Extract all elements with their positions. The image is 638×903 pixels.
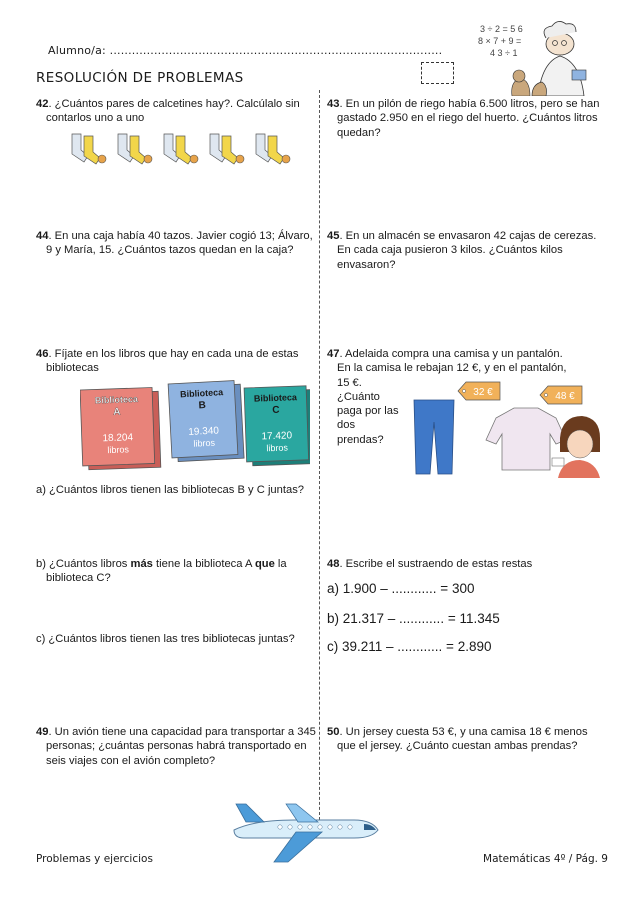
library-a-word: Biblioteca bbox=[94, 393, 139, 406]
problem-43: 43. En un pilón de riego había 6.500 litros, pero se han gastado 2.950 en el riego del huerto. ¿Cuántos litros quedan? bbox=[327, 98, 600, 139]
library-c-unit: libros bbox=[266, 442, 289, 454]
library-a-unit: libros bbox=[107, 444, 130, 456]
library-c-word: Biblioteca bbox=[253, 392, 298, 404]
library-b-letter: B bbox=[198, 400, 207, 412]
svg-text:3 ÷ 2 = 5 6: 3 ÷ 2 = 5 6 bbox=[480, 24, 523, 34]
problem-47: 47. Adelaida compra una camisa y un pantalón. En la camisa le rebajan 12 €, y en el pantalón, 15 €. ¿Cuánto paga por las dos prendas? bbox=[327, 348, 567, 446]
library-c-count: 17.420 bbox=[261, 430, 293, 443]
library-a-letter: A bbox=[113, 406, 121, 418]
libraries-illustration bbox=[80, 380, 310, 472]
library-b-unit: libros bbox=[193, 437, 216, 449]
problem-42: 42. ¿Cuántos pares de calcetines hay?. Calcúlalo sin contarlos uno a uno bbox=[36, 98, 300, 125]
problem-50: 50. Un jersey cuesta 53 €, y una camisa 18 € menos que el jersey. ¿Cuánto cuestan ambas prendas? bbox=[327, 726, 588, 753]
svg-text:4 3 ÷ 1: 4 3 ÷ 1 bbox=[490, 48, 518, 58]
subtraction-a: a) 1.900 – ............ = 300 bbox=[327, 581, 475, 596]
grade-box[interactable] bbox=[421, 62, 454, 84]
library-b-word: Biblioteca bbox=[179, 387, 224, 400]
problem-46c: c) ¿Cuántos libros tienen las tres bibliotecas juntas? bbox=[36, 633, 295, 645]
library-a-count: 18.204 bbox=[102, 432, 134, 445]
problem-46b: b) ¿Cuántos libros más tiene la biblioteca A que la biblioteca C? bbox=[36, 558, 287, 585]
shirt-price: 48 € bbox=[555, 391, 575, 402]
subtraction-b: b) 21.317 – ............ = 11.345 bbox=[327, 611, 500, 626]
problem-48: 48. Escribe el sustraendo de estas restas bbox=[327, 558, 533, 570]
teacher-illustration bbox=[468, 18, 600, 96]
subtraction-c: c) 39.211 – ............ = 2.890 bbox=[327, 639, 492, 654]
problem-45: 45. En un almacén se envasaron 42 cajas de cerezas. En cada caja pusieron 3 kilos. ¿Cuántos kilos envasaron? bbox=[327, 230, 597, 271]
airplane-icon bbox=[226, 800, 386, 866]
pants-icon bbox=[414, 400, 454, 474]
problem-46: 46. Fíjate en los libros que hay en cada una de estas bibliotecas bbox=[36, 348, 299, 375]
student-name-label: Alumno/a: .......................................................................................... bbox=[48, 44, 443, 57]
library-c-letter: C bbox=[272, 404, 280, 417]
library-book-c bbox=[244, 386, 310, 466]
shirt-price-tag bbox=[540, 386, 582, 404]
clothes-illustration bbox=[410, 378, 600, 478]
library-book-b bbox=[168, 380, 244, 462]
problem-44: 44. En una caja había 40 tazos. Javier cogió 13; Álvaro, 9 y María, 15. ¿Cuántos tazos quedan en la caja? bbox=[36, 230, 313, 257]
pants-price-tag bbox=[458, 382, 500, 400]
section-title: RESOLUCIÓN DE PROBLEMAS bbox=[36, 70, 244, 86]
footer-left: Problemas y ejercicios bbox=[36, 853, 153, 865]
pants-price: 32 € bbox=[473, 387, 493, 398]
problem-49: 49. Un avión tiene una capacidad para transportar a 345 personas; ¿cuántas personas habrá transportado en seis viajes con el avión completo? bbox=[36, 726, 316, 767]
column-divider bbox=[319, 90, 320, 835]
svg-text:8 × 7 + 9 =: 8 × 7 + 9 = bbox=[478, 36, 522, 46]
footer-right: Matemáticas 4º / Pág. 9 bbox=[483, 853, 608, 865]
library-b-count: 19.340 bbox=[188, 425, 220, 438]
library-book-a bbox=[80, 387, 161, 470]
socks-illustration bbox=[68, 132, 300, 166]
problem-46a: a) ¿Cuántos libros tienen las bibliotecas B y C juntas? bbox=[36, 484, 305, 496]
